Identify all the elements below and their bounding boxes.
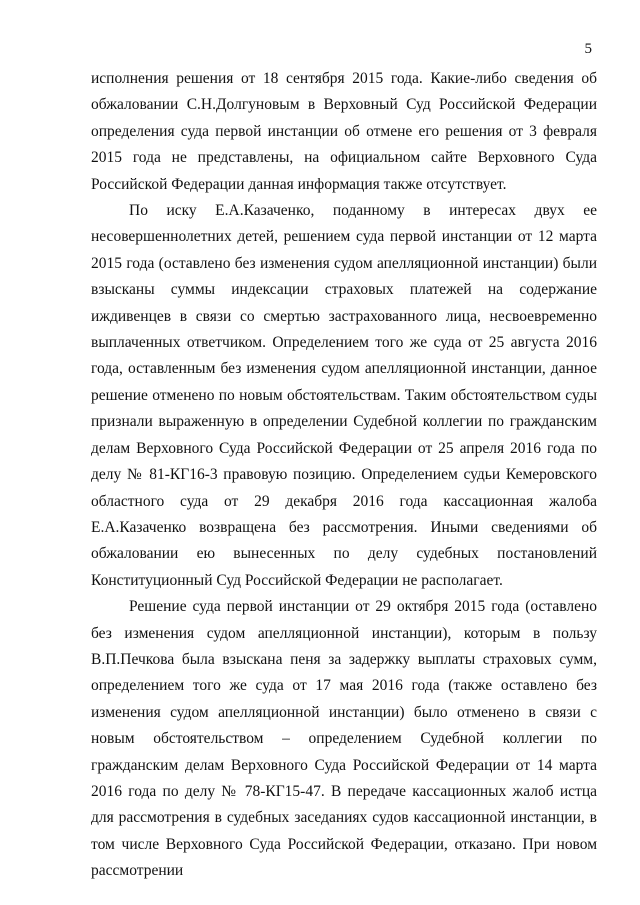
paragraph-2: По иску Е.А.Казаченко, поданному в интересах двух ее несовершеннолетних детей, решением суда первой инстанции от 12 марта 2015 года (оставлено без изменения судом апелляционной инстанции) были взысканы суммы индексации страховых платежей на содержание иждивенцев в связи со смертью застрахованного лица, несвоевременно выплаченных ответчиком. Определением того же суда от 25 августа 2016 года, оставленным без изменения судом апелляционной инстанции, данное решение отменено по новым обстоятельствам. Таким обстоятельством суды признали выраженную в определении Судебной коллегии по гражданским делам Верховного Суда Российской Федерации от 25 апреля 2016 года по делу № 81-КГ16-3 правовую позицию. Определением судьи Кемеровского областного суда от 29 декабря 2016 года кассационная жалоба Е.А.Казаченко возвращена без рассмотрения. Иными сведениями об обжаловании ею вынесенных по делу судебных постановлений Конституционный Суд Российской Федерации не располагает. — [91, 202, 597, 589]
paragraph-3: Решение суда первой инстанции от 29 октября 2015 года (оставлено без изменения судом апелляционной инстанции), которым в пользу В.П.Печкова была взыскана пеня за задержку выплаты страховых сумм, определением того же суда от 17 мая 2016 года (также оставлено без изменения судом апелляционной инстанции) было отменено в связи с новым обстоятельством – определением Судебной коллегии по гражданским делам Верховного Суда Российской Федерации от 14 марта 2016 года по делу № 78-КГ15-47. В передаче кассационных жалоб истца для рассмотрения в судебных заседаниях судов кассационной инстанции, в том числе Верховного Суда Российской Федерации, отказано. При новом рассмотрении — [91, 598, 597, 880]
paragraph-1: исполнения решения от 18 сентября 2015 года. Какие-либо сведения об обжаловании С.Н.Долгуновым в Верховный Суд Российской Федерации определения суда первой инстанции об отмене его решения от 3 февраля 2015 года не представлены, на официальном сайте Верховного Суда Российской Федерации данная информация также отсутствует. — [91, 70, 597, 193]
page-number: 5 — [584, 41, 592, 57]
document-body — [91, 66, 597, 885]
